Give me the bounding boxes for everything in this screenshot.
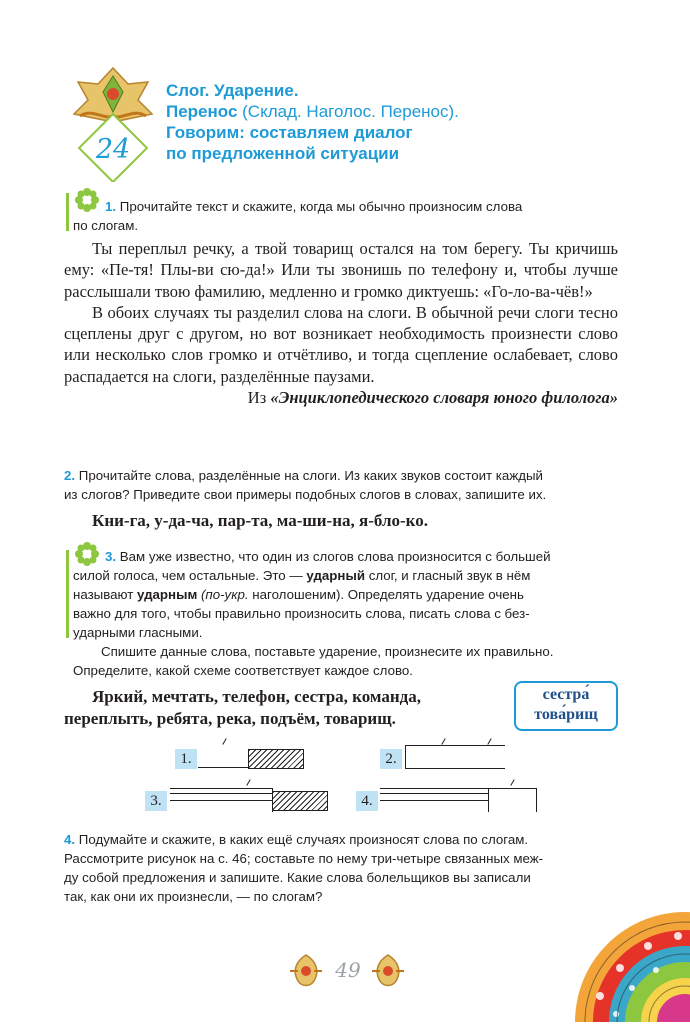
- page-ornament-icon: [368, 951, 408, 996]
- reading-paragraph-1: Ты переплыл речку, а твой товарищ остался на том берегу. Ты кричишь ему: «Пе-тя! Плы-ви сю-да!» Или ты звонишь по телефону и, чтобы лучше расслышали твою фамилию, медленно и громко диктуешь: «Го-ло-ва-чёв!»: [64, 239, 618, 301]
- task4-instructions: [64, 830, 620, 906]
- scheme-4-top-line: [488, 788, 536, 789]
- scheme-4-accent-mark: [510, 779, 514, 786]
- example-word-2: това́рищ: [534, 706, 598, 723]
- title-line-2: [166, 101, 459, 122]
- scheme-2-label: 2.: [380, 749, 402, 769]
- title-transfer: Перенос: [166, 102, 238, 121]
- title-line-1: Слог. Ударение.: [166, 81, 299, 100]
- task3-ukr-note: (по-укр.: [200, 587, 249, 602]
- scheme-4-divider: [488, 788, 489, 812]
- task3-line3-pre: называют: [73, 587, 134, 602]
- task3-margin-bar: [66, 550, 69, 638]
- task4-line2: Рассмотрите рисунок на с. 46; составьте по нему три-четыре связанных меж-: [64, 851, 544, 866]
- task3-term-stressed-syllable: ударный: [306, 568, 365, 583]
- task3-words-line1: Яркий, мечтать, телефон, сестра, команда,: [92, 687, 422, 706]
- page-ornament-icon: [286, 951, 326, 996]
- title-translation: (Склад. Наголос. Перенос).: [237, 102, 459, 121]
- scheme-2-accent-mark-2: [487, 738, 491, 745]
- task4-line1: Подумайте и скажите, в каких ещё случаях произносят слова по слогам.: [78, 832, 529, 847]
- title-line-4: по предложенной ситуации: [166, 144, 400, 163]
- task1-instructions: [73, 197, 619, 235]
- task2-text-line2: из слогов? Приведите свои примеры подобных слогов в словах, запишите их.: [64, 487, 547, 502]
- lesson-title: [166, 80, 459, 164]
- scheme-4-unstressed-syllable: [380, 788, 488, 801]
- scheme-4-end: [536, 788, 537, 812]
- task3-words-line2: переплыть, ребята, река, подъём, товарищ.: [64, 709, 396, 728]
- task3-line2: силой голоса, чем остальные. Это —: [73, 568, 303, 583]
- lesson-number: 24: [95, 134, 131, 165]
- task4-line3: ду собой предложения и запишите. Какие слова болельщиков вы записали: [64, 870, 531, 885]
- task1-text-line2: по слогам.: [73, 218, 139, 233]
- task3-number: 3.: [105, 549, 117, 564]
- task3-line4: важно для того, чтобы правильно произносить слова, писать слова с без-: [73, 606, 530, 621]
- task2-words: Кни-га, у-да-ча, пар-та, ма-ши-на, я-бло-ко.: [92, 511, 428, 530]
- task3-line6: Спишите данные слова, поставьте ударение, произнесите их правильно.: [101, 644, 554, 659]
- task3-line5: ударными гласными.: [73, 625, 203, 640]
- task2-text-line1: Прочитайте слова, разделённые на слоги. Из каких звуков состоит каждый: [78, 468, 543, 483]
- task3-line3-rest: наголошеним). Определять ударение очень: [252, 587, 524, 602]
- page-number: 49: [335, 958, 361, 982]
- task1-reading-text: [64, 238, 618, 408]
- scheme-3-stressed-syllable: [272, 791, 328, 811]
- reading-paragraph-2: В обоих случаях ты разделил слова на слоги. В обычной речи слоги тесно сцеплены друг с другом, но вот возникает необходимость произнести слово или несколько слов громко и отчётливо, и тогда сцепление ослабевает, слово распадается на слоги, разделённые паузами.: [64, 302, 618, 386]
- example-box: [514, 681, 618, 731]
- scheme-2-bottom-line: [405, 768, 505, 769]
- task3-instructions: [73, 547, 619, 680]
- task1-text-line1: Прочитайте текст и скажите, когда мы обычно произносим слова: [119, 199, 523, 214]
- corner-ornament: [520, 896, 690, 1027]
- scheme-4-label: 4.: [356, 791, 378, 811]
- scheme-2-divider: [405, 745, 406, 769]
- task3-line7: Определите, какой схеме соответствует каждое слово.: [73, 663, 413, 678]
- scheme-3-unstressed-syllable: [170, 788, 272, 801]
- scheme-1-stressed-syllable: [248, 749, 304, 769]
- task1-number: 1.: [105, 199, 117, 214]
- task3-term-stressed-vowel: ударным: [137, 587, 198, 602]
- task2-instructions: [64, 466, 620, 504]
- scheme-3-accent-mark: [246, 779, 250, 786]
- task4-line4: так, как они их произнесли, — по слогам?: [64, 889, 323, 904]
- scheme-1-label: 1.: [175, 749, 197, 769]
- task3-word-list: [64, 686, 421, 730]
- task4-number: 4.: [64, 832, 76, 847]
- task2-number: 2.: [64, 468, 76, 483]
- scheme-2-top-line: [405, 745, 505, 746]
- task3-line1: Вам уже известно, что один из слогов слова произносится с большей: [119, 549, 551, 564]
- scheme-1-syllable-1: [198, 767, 248, 768]
- source-title: «Энциклопедического словаря юного филолога»: [270, 388, 618, 408]
- scheme-3-label: 3.: [145, 791, 167, 811]
- lesson-emblem: [68, 62, 158, 182]
- task3-line2-rest: слог, и гласный звук в нём: [368, 568, 531, 583]
- scheme-2-accent-mark-1: [441, 738, 445, 745]
- scheme-1-accent-mark: [222, 738, 226, 745]
- title-line-3: Говорим: составляем диалог: [166, 123, 413, 142]
- task1-margin-bar: [66, 193, 69, 231]
- example-word-1: сестра́: [542, 686, 590, 703]
- source-prefix: Из: [247, 388, 271, 408]
- reading-source: [64, 387, 618, 408]
